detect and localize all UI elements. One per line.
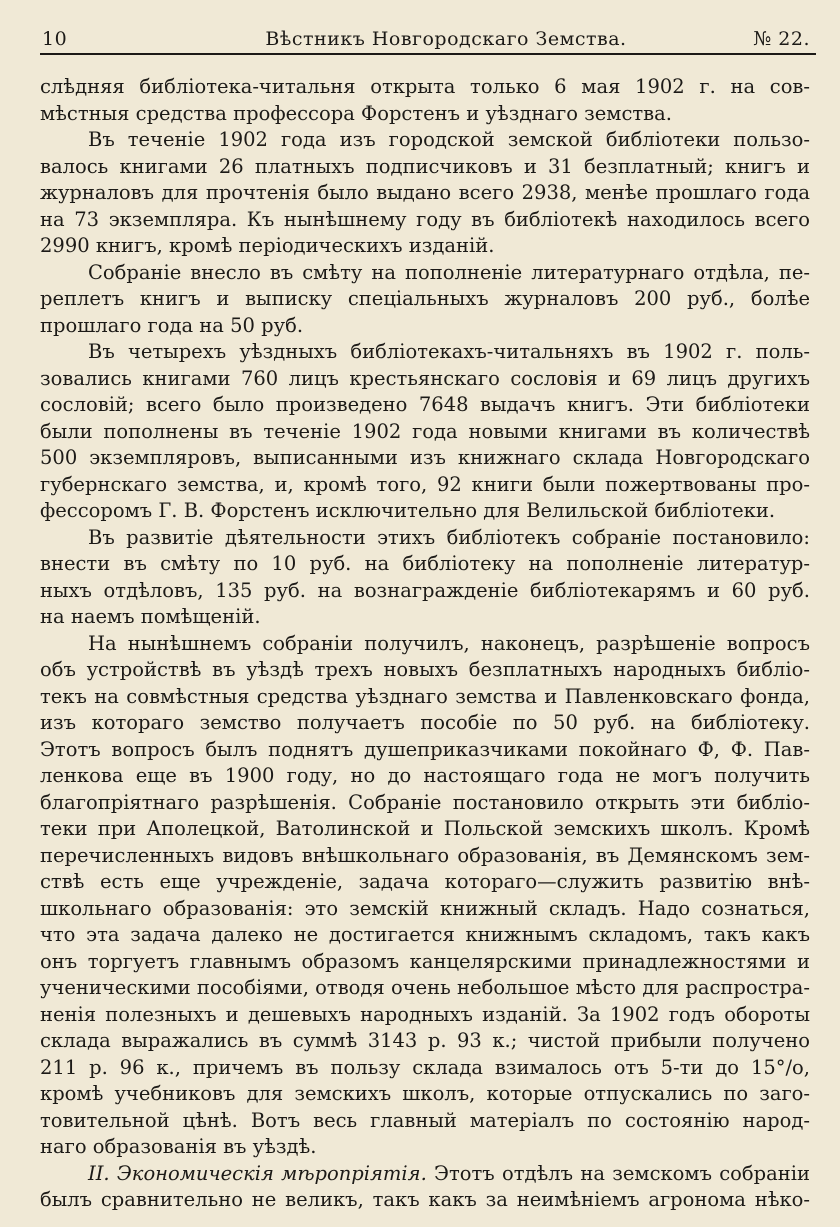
header-rule [40,53,816,55]
text-line: Этотъ вопросъ былъ поднятъ душеприказчиками покойнаго Ф, Ф. Пав- [40,737,810,761]
text-line: что эта задача далеко не достигается книжнымъ складомъ, такъ какъ [40,923,810,946]
text-line: наго образованія въ уѣздѣ. [40,1135,317,1158]
text-line: ствѣ есть еще учрежденіе, задача котораго—служить развитію внѣ- [40,870,810,893]
text-line: мѣстныя средства профессора Форстенъ и уѣзднаго земства. [40,101,672,125]
text-line: губернскаго земства, и, кромѣ того, 92 книги были пожертвованы про- [40,472,810,496]
text-line: 500 экземпляровъ, выписанными изъ книжнаго склада Новгородскаго [40,446,810,469]
text-line: были пополнены въ теченіе 1902 года новыми книгами въ количествѣ [40,419,810,443]
text-line: склада выражались въ суммѣ 3143 р. 93 к.; чистой прибыли получено [40,1029,810,1052]
text-line: благопріятнаго разрѣшенія. Собраніе постановило открыть эти библіо- [40,790,810,814]
text-line: былъ сравнительно не великъ, такъ какъ за неимѣніемъ агронома нѣко- [40,1188,810,1211]
text-line: На нынѣшнемъ собраніи получилъ, наконецъ, разрѣшеніе вопросъ [88,631,810,655]
text-line: Въ четырехъ уѣздныхъ библіотекахъ-читальняхъ въ 1902 г. поль- [88,340,810,363]
page-number: 10 [42,28,68,50]
text-line: теки при Аполецкой, Ватолинской и Польской земскихъ школъ. Кромѣ [40,817,810,840]
text-line: ученическими пособіями, отводя очень небольшое мѣсто для распростра- [40,976,810,999]
text-line: 211 р. 96 к., причемъ въ пользу склада взималось отъ 5-ти до 15°/о, [40,1055,810,1079]
page-header [42,22,810,56]
text-line: сословій; всего было произведено 7648 выдачъ книгъ. Эти библіотеки [40,393,810,416]
text-line: слѣдняя библіотека-читальня открыта только 6 мая 1902 г. на сов- [40,75,810,98]
line-text: Этотъ отдѣлъ на земскомъ собраніи [426,1161,811,1185]
text-line: журналовъ для прочтенія было выдано всего 2938, менѣе прошлаго года [40,181,810,204]
text-line: реплетъ книгъ и выписку спеціальныхъ журналовъ 200 руб., болѣе [40,287,810,310]
issue-number: № 22. [753,28,810,50]
text-line: изъ котораго земство получаетъ пособіе по 50 руб. на библіотеку. [40,711,810,734]
text-line: ныхъ отдѣловъ, 135 руб. на вознагражденіе библіотекарямъ и 60 руб. [40,578,810,602]
text-line: 2990 книгъ, кромѣ періодическихъ изданій. [40,234,495,257]
text-line: объ устройствѣ въ уѣздѣ трехъ новыхъ безплатныхъ народныхъ библіо- [40,658,810,681]
text-line: кромѣ учебниковъ для земскихъ школъ, которые отпускались по заго- [40,1082,810,1105]
text-line: онъ торгуетъ главнымъ образомъ канцелярскими принадлежностями и [40,949,810,973]
text-line [40,1161,810,1188]
body-text [40,74,810,1214]
section-heading: II. Экономическія мѣропріятія. [88,1161,427,1185]
text-line: на наемъ помѣщеній. [40,605,261,628]
running-title: Вѣстникъ Новгородскаго Земства. [265,28,627,50]
text-line: внести въ смѣту по 10 руб. на библіотеку на пополненіе литератур- [40,552,810,575]
text-line: ненія полезныхъ и дешевыхъ народныхъ изданій. За 1902 годъ обороты [40,1002,810,1026]
text-line: прошлаго года на 50 руб. [40,313,304,337]
text-line: Въ теченіе 1902 года изъ городской земской библіотеки пользо- [88,128,810,151]
text-line: фессоромъ Г. В. Форстенъ исключительно для Велильской библіотеки. [40,499,776,522]
text-line: перечисленныхъ видовъ внѣшкольнаго образованія, въ Демянскомъ зем- [40,843,810,867]
text-line: текъ на совмѣстныя средства уѣзднаго земства и Павленковскаго фонда, [40,684,810,708]
text-line: валось книгами 26 платныхъ подписчиковъ и 31 безплатный; книгъ и [40,154,810,178]
text-line: товительной цѣнѣ. Вотъ весь главный матеріалъ по состоянію народ- [40,1108,810,1132]
text-line: зовались книгами 760 лицъ крестьянскаго сословія и 69 лицъ другихъ [40,366,810,390]
text-line: школьнаго образованія: это земскій книжный складъ. Надо сознаться, [40,896,810,920]
text-line: на 73 экземпляра. Къ нынѣшнему году въ библіотекѣ находилось всего [40,207,810,231]
text-line: ленкова еще въ 1900 году, но до настоящаго года не могъ получить [40,764,810,787]
text-line: Собраніе внесло въ смѣту на пополненіе литературнаго отдѣла, пе- [88,260,810,284]
text-line: Въ развитіе дѣятельности этихъ библіотекъ собраніе постановило: [88,525,810,549]
